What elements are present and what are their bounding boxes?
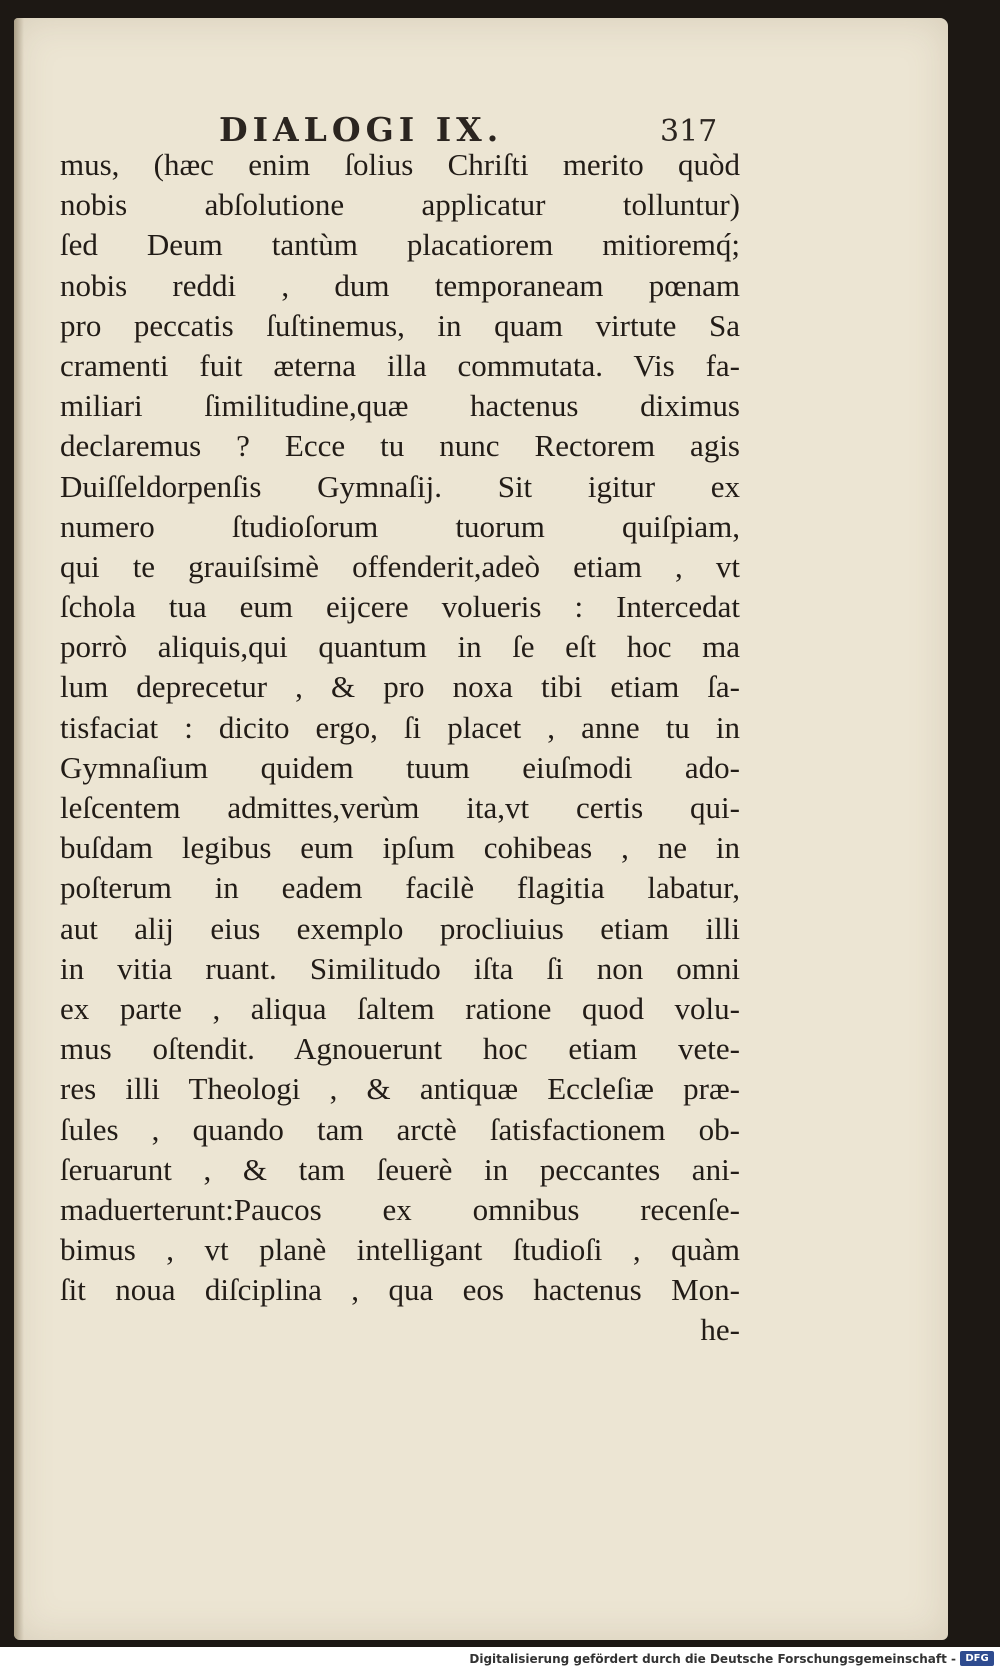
text-line: poſterum in eadem facilè flagitia labatur,	[60, 870, 740, 906]
text-line: mus oſtendit. Agnouerunt hoc etiam vete-	[60, 1031, 740, 1067]
text-line: ex parte , aliqua ſaltem ratione quod volu-	[60, 990, 740, 1026]
text-line: qui te grauiſsimè offenderit,adeò etiam , vt	[60, 548, 740, 584]
text-line: cramenti fuit æterna illa commutata. Vis fa-	[60, 347, 740, 383]
text-line: ſed Deum tantùm placatiorem mitioremq́;	[60, 227, 740, 263]
text-line: miliari ſimilitudine,quæ hactenus diximus	[60, 388, 740, 424]
text-line: Gymnaſium quidem tuum eiuſmodi ado-	[60, 749, 740, 785]
text-line: ſeruarunt , & tam ſeuerè in peccantes ani-	[60, 1151, 740, 1187]
running-title: DIALOGI IX.	[219, 110, 504, 149]
dfg-logo: DFG	[960, 1651, 994, 1666]
text-line: aut alij eius exemplo procliuius etiam illi	[60, 910, 740, 946]
text-line: ſules , quando tam arctè ſatisfactionem ob-	[60, 1111, 740, 1147]
text-line: in vitia ruant. Similitudo iſta ſi non omni	[60, 950, 740, 986]
text-line: ſchola tua eum eijcere volueris : Intercedat	[60, 589, 740, 625]
text-line: nobis abſolutione applicatur tolluntur)	[60, 187, 740, 223]
text-line: lum deprecetur , & pro noxa tibi etiam ſa-	[60, 669, 740, 705]
text-line: buſdam legibus eum ipſum cohibeas , ne in	[60, 830, 740, 866]
text-line: mus, (hæc enim ſolius Chriſti merito quòd	[60, 147, 740, 182]
digitization-footer	[0, 1647, 1000, 1671]
text-line: declaremus ? Ecce tu nunc Rectorem agis	[60, 428, 740, 464]
book-page	[14, 18, 948, 1640]
text-line: pro peccatis ſuſtinemus, in quam virtute Sa	[60, 307, 740, 343]
text-line: res illi Theologi , & antiquæ Eccleſiæ præ-	[60, 1071, 740, 1107]
text-line: bimus , vt planè intelligant ſtudioſi , quàm	[60, 1232, 740, 1268]
text-line: Duiſſeldorpenſis Gymnaſij. Sit igitur ex	[60, 468, 740, 504]
text-line: maduerterunt:Paucos ex omnibus recenſe-	[60, 1191, 740, 1227]
text-line: porrò aliquis,qui quantum in ſe eſt hoc ma	[60, 629, 740, 665]
body-text	[60, 145, 740, 1351]
text-line: numero ſtudioſorum tuorum quiſpiam,	[60, 508, 740, 544]
funding-credit: Digitalisierung gefördert durch die Deutsche Forschungsgemeinschaft -	[469, 1652, 956, 1666]
page-edge-shadow	[14, 18, 24, 1640]
text-line: ſit noua diſciplina , qua eos hactenus Mon-	[60, 1272, 740, 1308]
text-line: tisfaciat : dicito ergo, ſi placet , anne tu in	[60, 709, 740, 745]
page-header	[14, 88, 948, 148]
text-line: nobis reddi , dum temporaneam pœnam	[60, 267, 740, 303]
text-line: leſcentem admittes,verùm ita,vt certis qui-	[60, 790, 740, 825]
catchword: he-	[700, 1312, 740, 1348]
page-number: 317	[660, 114, 718, 149]
